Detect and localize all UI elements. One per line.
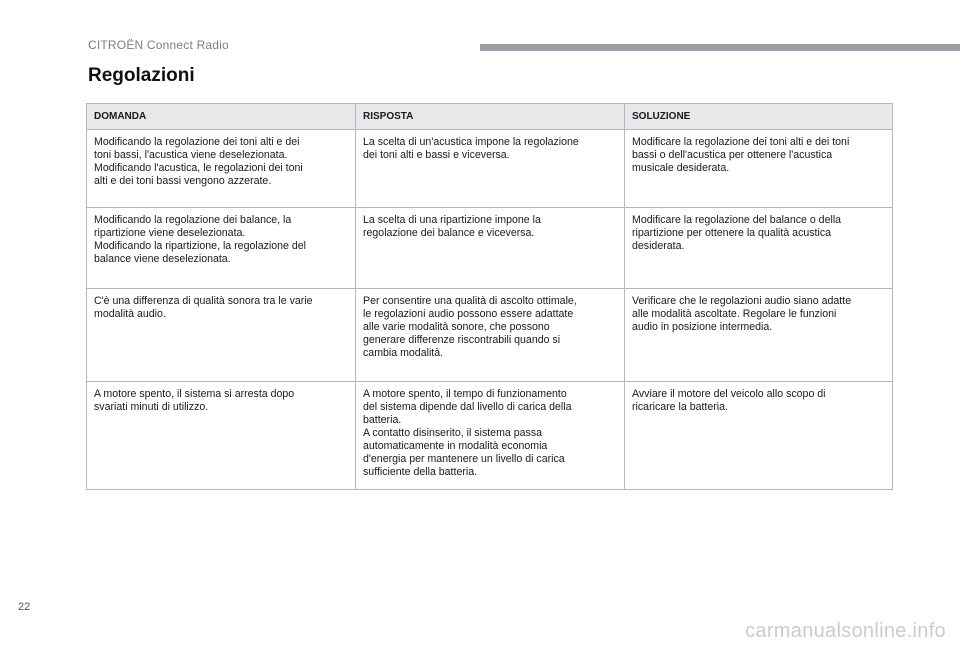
risposta-cell: A motore spento, il tempo di funzionamento del sistema dipende dal livello di carica della batteria. A contatto disinserito, il sistema passa automaticamente in modalità economia d'energia per mantenere un livello di carica sufficiente della batteria. xyxy=(356,382,625,490)
page-title: Regolazioni xyxy=(88,65,195,86)
table-header-row xyxy=(87,104,893,130)
table-row xyxy=(87,130,893,208)
domanda-cell: C'è una differenza di qualità sonora tra le varie modalità audio. xyxy=(87,289,356,382)
page-number: 22 xyxy=(18,601,31,613)
table-row xyxy=(87,289,893,382)
soluzione-cell: Modificare la regolazione dei toni alti e dei toni bassi o dell'acustica per ottenere l'acustica musicale desiderata. xyxy=(625,130,893,208)
risposta-cell: Per consentire una qualità di ascolto ottimale, le regolazioni audio possono essere adattate alle varie modalità sonore, che possono generare differenze riscontrabili quando si cambia modalità. xyxy=(356,289,625,382)
domanda-cell: Modificando la regolazione dei balance, la ripartizione viene deselezionata. Modificando la ripartizione, la regolazione del balance viene deselezionata. xyxy=(87,208,356,289)
soluzione-cell: Verificare che le regolazioni audio siano adatte alle modalità ascoltate. Regolare le funzioni audio in posizione intermedia. xyxy=(625,289,893,382)
risposta-cell: La scelta di un'acustica impone la regolazione dei toni alti e bassi e viceversa. xyxy=(356,130,625,208)
running-head: CITROËN Connect Radio xyxy=(88,38,229,52)
domanda-cell: A motore spento, il sistema si arresta dopo svariati minuti di utilizzo. xyxy=(87,382,356,490)
watermark: carmanualsonline.info xyxy=(745,620,946,642)
column-header-risposta: RISPOSTA xyxy=(356,104,625,130)
faq-table xyxy=(86,103,893,490)
header-bar xyxy=(480,44,960,51)
table-row xyxy=(87,382,893,490)
column-header-soluzione: SOLUZIONE xyxy=(625,104,893,130)
table-row xyxy=(87,208,893,289)
soluzione-cell: Avviare il motore del veicolo allo scopo di ricaricare la batteria. xyxy=(625,382,893,490)
column-header-domanda: DOMANDA xyxy=(87,104,356,130)
domanda-cell: Modificando la regolazione dei toni alti e dei toni bassi, l'acustica viene deselezionata. Modificando l'acustica, le regolazioni dei toni alti e dei toni bassi vengono azzerate. xyxy=(87,130,356,208)
soluzione-cell: Modificare la regolazione del balance o della ripartizione per ottenere la qualità acustica desiderata. xyxy=(625,208,893,289)
risposta-cell: La scelta di una ripartizione impone la regolazione dei balance e viceversa. xyxy=(356,208,625,289)
